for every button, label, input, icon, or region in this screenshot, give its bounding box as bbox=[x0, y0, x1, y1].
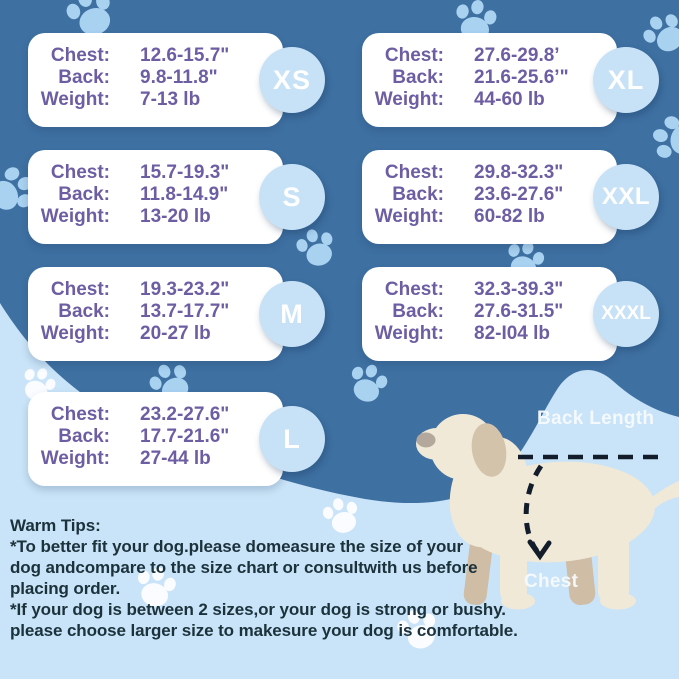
measurement-label: Weight: bbox=[40, 206, 110, 227]
measurement-row bbox=[368, 206, 617, 228]
measurement-value: 27-44 lb bbox=[140, 448, 211, 469]
paw-print-icon bbox=[344, 359, 391, 407]
measurement-label: Chest: bbox=[384, 279, 444, 300]
measurement-row bbox=[34, 45, 283, 67]
warm-tips-line: dog andcompare to the size chart or consultwith us before bbox=[10, 558, 478, 577]
measurement-row bbox=[368, 184, 617, 206]
measurement-value: 44-60 lb bbox=[474, 89, 545, 110]
measurement-value: 9.8-11.8" bbox=[140, 67, 218, 88]
measurement-label: Back: bbox=[58, 301, 110, 322]
measurement-row bbox=[34, 323, 283, 345]
measurement-label: Weight: bbox=[40, 323, 110, 344]
measurement-row bbox=[368, 89, 617, 111]
size-badge-xs: XS bbox=[259, 47, 325, 113]
measurement-value: 82-I04 lb bbox=[474, 323, 551, 344]
size-card-xxl bbox=[362, 150, 651, 244]
measurement-row bbox=[368, 279, 617, 301]
warm-tips bbox=[10, 515, 530, 641]
measurement-label: Back: bbox=[58, 67, 110, 88]
warm-tips-line: placing order. bbox=[10, 579, 121, 598]
measurement-value: 23.2-27.6" bbox=[140, 404, 230, 425]
warm-tips-line: *If your dog is between 2 sizes,or your dog is strong or bushy. bbox=[10, 600, 506, 619]
measurement-row bbox=[368, 67, 617, 89]
warm-tips-line: please choose larger size to makesure your dog is comfortable. bbox=[10, 621, 518, 640]
measurement-row bbox=[34, 426, 283, 448]
measurement-label: Chest: bbox=[50, 279, 110, 300]
chest-label: Chest bbox=[524, 571, 579, 592]
measurement-row bbox=[34, 301, 283, 323]
size-badge-xxxl: XXXL bbox=[593, 281, 659, 347]
measurement-value: 13-20 lb bbox=[140, 206, 211, 227]
paw-print-icon bbox=[648, 113, 679, 165]
size-card-xxxl bbox=[362, 267, 651, 361]
measurement-row bbox=[34, 279, 283, 301]
warm-tips-line: *To better fit your dog.please domeasure the size of your bbox=[10, 537, 464, 556]
measurement-label: Back: bbox=[58, 426, 110, 447]
measurement-row bbox=[34, 404, 283, 426]
measurement-value: 32.3-39.3" bbox=[474, 279, 564, 300]
back-length-label: Back Length bbox=[537, 408, 655, 429]
measurement-value: 7-13 lb bbox=[140, 89, 201, 110]
size-card-xl bbox=[362, 33, 645, 127]
size-badge-m: M bbox=[259, 281, 325, 347]
measurement-value: 27.6-29.8’ bbox=[474, 45, 560, 66]
measurement-row bbox=[34, 206, 283, 228]
measurement-value: 20-27 lb bbox=[140, 323, 211, 344]
measurement-row bbox=[368, 162, 617, 184]
size-badge-l: L bbox=[259, 406, 325, 472]
measurement-row bbox=[368, 45, 617, 67]
measurement-label: Chest: bbox=[50, 162, 110, 183]
measurement-row bbox=[34, 448, 283, 470]
measurement-label: Weight: bbox=[374, 89, 444, 110]
measurement-row bbox=[368, 301, 617, 323]
measurement-label: Back: bbox=[392, 67, 444, 88]
measurement-label: Back: bbox=[58, 184, 110, 205]
measurement-value: 11.8-14.9" bbox=[140, 184, 229, 205]
measurement-value: 29.8-32.3" bbox=[474, 162, 564, 183]
measurement-label: Chest: bbox=[50, 45, 110, 66]
measurement-value: 13.7-17.7" bbox=[140, 301, 230, 322]
measurement-label: Chest: bbox=[384, 162, 444, 183]
measurement-value: 23.6-27.6" bbox=[474, 184, 564, 205]
size-badge-xl: XL bbox=[593, 47, 659, 113]
measurement-value: 15.7-19.3" bbox=[140, 162, 230, 183]
measurement-value: 17.7-21.6" bbox=[140, 426, 230, 447]
measurement-row bbox=[34, 89, 283, 111]
measurement-row bbox=[34, 184, 283, 206]
measurement-value: 19.3-23.2" bbox=[140, 279, 230, 300]
measurement-row bbox=[368, 323, 617, 345]
measurement-label: Back: bbox=[392, 184, 444, 205]
measurement-row bbox=[34, 162, 283, 184]
measurement-value: 21.6-25.6’" bbox=[474, 67, 569, 88]
measurement-label: Weight: bbox=[40, 448, 110, 469]
size-card-s bbox=[28, 150, 302, 244]
size-card-m bbox=[28, 267, 304, 361]
measurement-label: Weight: bbox=[374, 323, 444, 344]
size-card-xs bbox=[28, 33, 312, 127]
measurement-value: 60-82 lb bbox=[474, 206, 545, 227]
size-badge-s: S bbox=[259, 164, 325, 230]
measurement-value: 27.6-31.5" bbox=[474, 301, 564, 322]
measurement-value: 12.6-15.7" bbox=[140, 45, 230, 66]
measurement-label: Chest: bbox=[50, 404, 110, 425]
paw-print-icon bbox=[293, 225, 338, 271]
size-card-l bbox=[28, 392, 301, 486]
measurement-label: Chest: bbox=[384, 45, 444, 66]
measurement-row bbox=[34, 67, 283, 89]
warm-tips-title: Warm Tips: bbox=[10, 516, 101, 535]
size-badge-xxl: XXL bbox=[593, 164, 659, 230]
measurement-label: Back: bbox=[392, 301, 444, 322]
measurement-label: Weight: bbox=[40, 89, 110, 110]
measurement-label: Weight: bbox=[374, 206, 444, 227]
